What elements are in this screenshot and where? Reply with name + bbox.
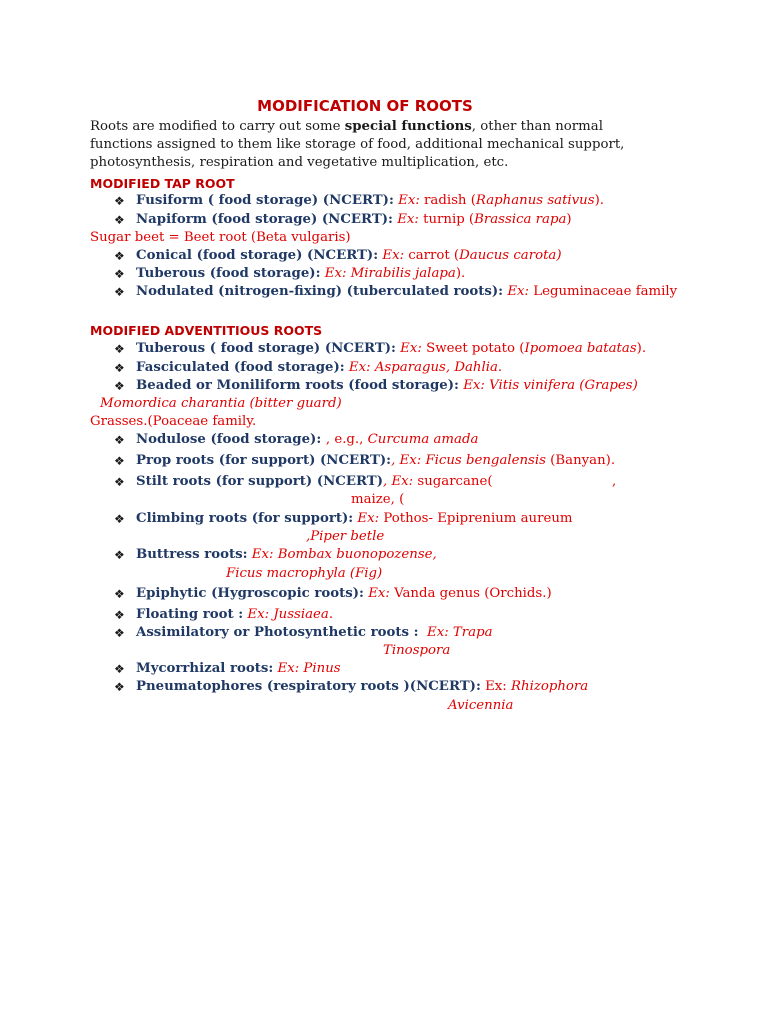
list-item-nodulated: ❖ Nodulated (nitrogen-fixing) (tuberculated roots): Ex: Leguminaceae family <box>114 284 678 299</box>
momordica-note: Momordica charantia (bitter guard) <box>100 396 342 411</box>
page-title: MODIFICATION OF ROOTS <box>257 97 473 115</box>
diamond-bullet-icon: ❖ <box>114 361 125 375</box>
pneumatophores-line2: Avicennia <box>448 698 514 713</box>
list-item-buttress-roots: ❖ Buttress roots: Ex: Bombax buonopozense, <box>114 547 437 562</box>
intro-text-cont: , other than normal functions assigned to them like storage of food, additional mechanical support, photosynthesis, respiration and vegetative multiplication, etc. <box>90 119 625 170</box>
climbing-line2: ,Piper betle <box>306 529 385 544</box>
diamond-bullet-icon: ❖ <box>114 213 125 227</box>
grasses-note: Grasses.(Poaceae family. <box>90 414 257 429</box>
intro-text: Roots are modified to carry out some <box>90 119 345 134</box>
list-item-beaded: ❖ Beaded or Moniliform roots (food storage): Ex: Vitis vinifera (Grapes) <box>114 378 638 393</box>
list-item-mycorrhizal: ❖ Mycorrhizal roots: Ex: Pinus <box>114 661 341 676</box>
diamond-bullet-icon: ❖ <box>114 512 125 526</box>
diamond-bullet-icon: ❖ <box>114 342 125 356</box>
stilt-comma: , <box>612 474 617 489</box>
diamond-bullet-icon: ❖ <box>114 285 125 299</box>
intro-paragraph <box>90 118 650 172</box>
heading-adventitious-roots: MODIFIED ADVENTITIOUS ROOTS <box>90 323 323 338</box>
sugar-beet-note: Sugar beet = Beet root (Beta vulgaris) <box>90 230 351 245</box>
diamond-bullet-icon: ❖ <box>114 587 125 601</box>
diamond-bullet-icon: ❖ <box>114 548 125 562</box>
list-item-fusiform: ❖ Fusiform ( food storage) (NCERT): Ex: radish (Raphanus sativus). <box>114 193 604 208</box>
diamond-bullet-icon: ❖ <box>114 194 125 208</box>
heading-tap-root: MODIFIED TAP ROOT <box>90 176 235 191</box>
list-item-assimilatory: ❖ Assimilatory or Photosynthetic roots : Ex: Trapa <box>114 625 493 640</box>
list-item-napiform: ❖ Napiform (food storage) (NCERT): Ex: turnip (Brassica rapa) <box>114 212 572 227</box>
list-item-tuberous-tap: ❖ Tuberous (food storage): Ex: Mirabilis jalapa). <box>114 266 466 281</box>
list-item-prop-roots: ❖ Prop roots (for support) (NCERT):, Ex: Ficus bengalensis (Banyan). <box>114 453 616 468</box>
stilt-line2: maize, ( <box>351 492 405 507</box>
diamond-bullet-icon: ❖ <box>114 662 125 676</box>
assimilatory-line2: Tinospora <box>383 643 451 658</box>
diamond-bullet-icon: ❖ <box>114 454 125 468</box>
diamond-bullet-icon: ❖ <box>114 680 125 694</box>
list-item-fasciculated: ❖ Fasciculated (food storage): Ex: Asparagus, Dahlia. <box>114 360 503 375</box>
list-item-nodulose: ❖ Nodulose (food storage): , e.g., Curcuma amada <box>114 432 479 447</box>
diamond-bullet-icon: ❖ <box>114 249 125 263</box>
list-item-pneumatophores: ❖ Pneumatophores (respiratory roots )(NCERT): Ex: Rhizophora <box>114 679 589 694</box>
diamond-bullet-icon: ❖ <box>114 267 125 281</box>
diamond-bullet-icon: ❖ <box>114 433 125 447</box>
list-item-floating-root: ❖ Floating root : Ex: Jussiaea. <box>114 607 334 622</box>
list-item-conical: ❖ Conical (food storage) (NCERT): Ex: carrot (Daucus carota) <box>114 248 562 263</box>
diamond-bullet-icon: ❖ <box>114 626 125 640</box>
list-item-tuberous-adv: ❖ Tuberous ( food storage) (NCERT): Ex: Sweet potato (Ipomoea batatas). <box>114 341 647 356</box>
diamond-bullet-icon: ❖ <box>114 608 125 622</box>
list-item-stilt-roots: ❖ Stilt roots (for support) (NCERT), Ex: sugarcane( <box>114 474 493 489</box>
list-item-climbing-roots: ❖ Climbing roots (for support): Ex: Pothos- Epiprenium aureum <box>114 511 573 526</box>
buttress-line2: Ficus macrophyla (Fig) <box>226 566 383 581</box>
diamond-bullet-icon: ❖ <box>114 379 125 393</box>
diamond-bullet-icon: ❖ <box>114 475 125 489</box>
list-item-epiphytic: ❖ Epiphytic (Hygroscopic roots): Ex: Vanda genus (Orchids.) <box>114 586 552 601</box>
intro-bold-text: special functions <box>344 119 472 134</box>
